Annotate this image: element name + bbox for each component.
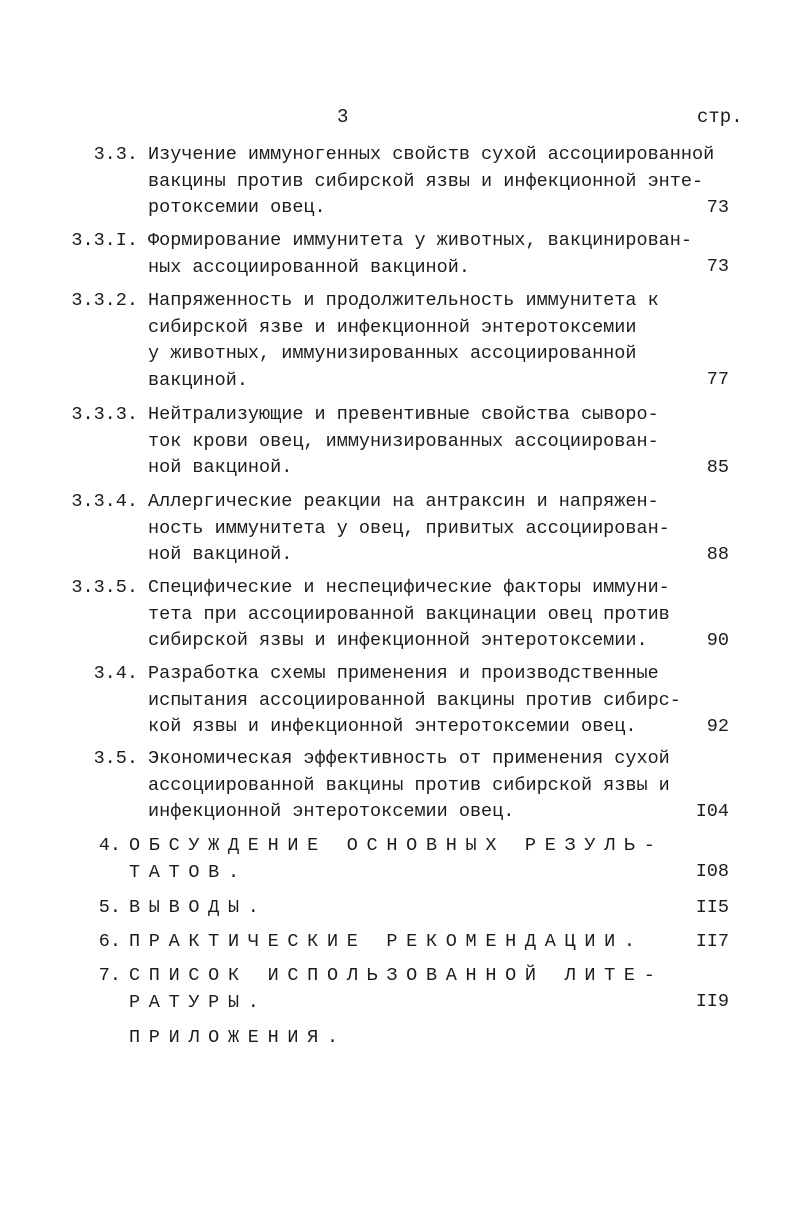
toc-entry-line: ОБСУЖДЕНИЕ ОСНОВНЫХ РЕЗУЛЬ-	[129, 835, 664, 856]
toc-entry-page: II9	[695, 991, 729, 1012]
toc-entry-line: ПРАКТИЧЕСКИЕ РЕКОМЕНДАЦИИ.	[129, 931, 644, 952]
toc-entry-number: 7.	[98, 965, 121, 986]
toc-entry-number: 3.3.2.	[71, 290, 138, 311]
toc-entry-line: ВЫВОДЫ.	[129, 897, 268, 918]
toc-entry-line: ПРИЛОЖЕНИЯ.	[129, 1027, 347, 1048]
toc-entry-line: вакциной.	[148, 369, 248, 391]
toc-entry-page: II7	[695, 931, 729, 952]
toc-entry-page: 90	[706, 630, 729, 651]
toc-entry-line: ток крови овец, иммунизированных ассоциирован-	[148, 430, 659, 452]
toc-entry-line: Специфические и неспецифические факторы иммуни-	[148, 577, 670, 598]
toc-entry-title	[129, 929, 669, 956]
toc-entry-line: тета при ассоциированной вакцинации овец против	[148, 603, 670, 625]
toc-entry-page: I08	[695, 861, 729, 882]
toc-entry-line: вакцины против сибирской язвы и инфекционной энте-	[148, 170, 704, 192]
toc-entry-title	[129, 833, 669, 886]
toc-entry-page: 73	[706, 197, 729, 218]
toc-entry-number: 3.3.3.	[71, 404, 138, 425]
toc-entry-line: РАТУРЫ.	[129, 991, 268, 1013]
page-column-label: стр.	[697, 106, 743, 128]
toc-entry-number: 3.4.	[93, 663, 138, 684]
toc-entry-line: Аллергические реакции на антраксин и напряжен-	[148, 491, 659, 512]
toc-entry-number: 3.3.5.	[71, 577, 138, 598]
toc-entry-line: ассоциированной вакцины против сибирской язвы и	[148, 774, 670, 796]
toc-entry-line: СПИСОК ИСПОЛЬЗОВАННОЙ ЛИТЕ-	[129, 965, 664, 986]
toc-entry-title	[148, 142, 715, 222]
toc-entry-line: ных ассоциированной вакциной.	[148, 256, 470, 278]
toc-entry-line: кой язвы и инфекционной энтеротоксемии овец.	[148, 716, 637, 737]
toc-entry-page: 73	[706, 256, 729, 277]
toc-entry-line: у животных, иммунизированных ассоциированной	[148, 343, 637, 364]
toc-entry-line: Разработка схемы применения и производственные	[148, 663, 659, 684]
toc-entry-line: испытания ассоциированной вакцины против сибирс-	[148, 689, 681, 711]
toc-entry-title	[148, 228, 692, 281]
toc-entry-page: 77	[706, 369, 729, 390]
toc-entry-title	[129, 895, 669, 922]
toc-entry-line: Напряженность и продолжительность иммунитета к	[148, 290, 659, 311]
toc-entry-number: 3.3.4.	[71, 491, 138, 512]
toc-entry-line: ной вакциной.	[148, 457, 293, 478]
toc-entry-title	[148, 661, 688, 741]
toc-entry-number: 4.	[98, 835, 121, 856]
toc-entry-line: Изучение иммуногенных свойств сухой ассоциированной	[148, 144, 715, 165]
toc-entry-page: 85	[706, 457, 729, 478]
toc-entry-line: сибирской язвы и инфекционной энтеротоксемии.	[148, 630, 648, 651]
toc-entry-page: 88	[706, 544, 729, 565]
toc-entry-title	[148, 288, 688, 394]
toc-entry-title	[148, 575, 688, 655]
toc-entry-line: ротоксемии овец.	[148, 197, 326, 218]
toc-entry-page: II5	[695, 897, 729, 918]
toc-entry-title	[129, 1025, 669, 1052]
toc-entry-number: 3.3.	[93, 144, 138, 165]
toc-entry-title	[148, 746, 688, 826]
toc-entry-number: 6.	[98, 931, 121, 952]
toc-entry-line: Нейтрализующие и превентивные свойства сыворо-	[148, 404, 659, 425]
toc-entry-number: 5.	[98, 897, 121, 918]
toc-entry-page: 92	[706, 716, 729, 737]
toc-entry-page: I04	[695, 801, 729, 822]
toc-entry-title	[129, 963, 669, 1016]
toc-entry-title	[148, 489, 688, 569]
toc-entry-number: 3.3.I.	[71, 230, 138, 251]
toc-entry-title	[148, 402, 688, 482]
toc-entry-line: Формирование иммунитета у животных, вакцинирован-	[148, 230, 692, 251]
page-number: 3	[337, 106, 349, 128]
toc-entry-line: сибирской язве и инфекционной энтеротоксемии	[148, 316, 637, 338]
toc-entry-line: Экономическая эффективность от применения сухой	[148, 748, 670, 769]
toc-entry-number: 3.5.	[93, 748, 138, 769]
toc-entry-line: инфекционной энтеротоксемии овец.	[148, 801, 515, 822]
toc-entry-line: ной вакциной.	[148, 544, 293, 565]
toc-entry-line: ность иммунитета у овец, привитых ассоциирован-	[148, 517, 670, 539]
toc-entry-line: ТАТОВ.	[129, 861, 248, 883]
